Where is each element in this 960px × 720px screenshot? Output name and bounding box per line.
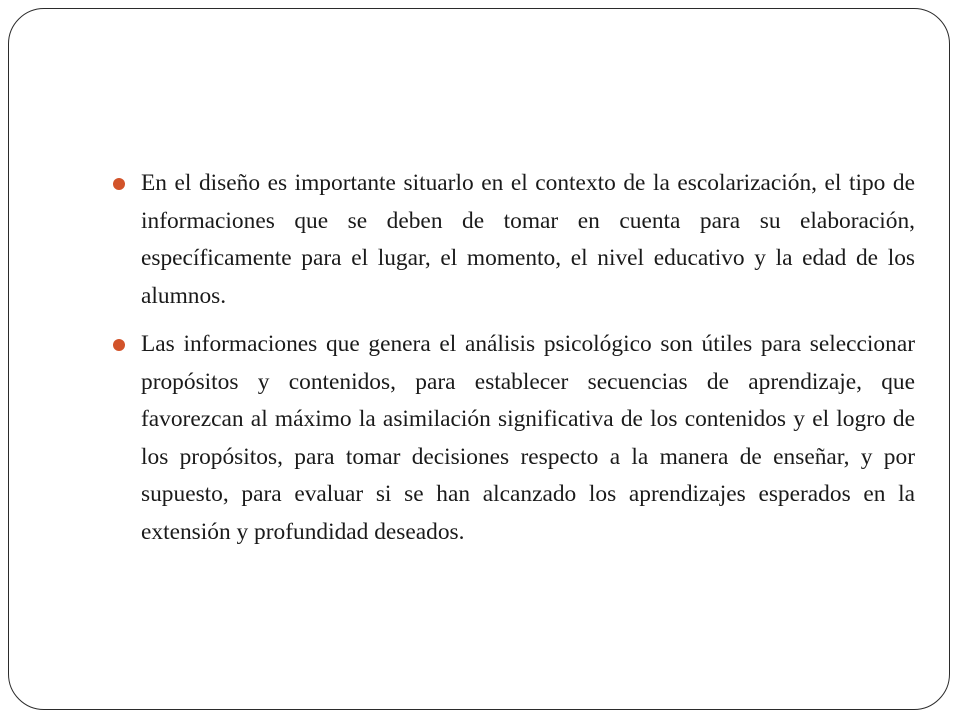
bullet-list — [113, 165, 915, 562]
bullet-item-1 — [113, 165, 915, 315]
bullet-dot-icon — [113, 339, 125, 351]
slide-frame — [8, 8, 950, 710]
bullet-text-2: Las informaciones que genera el análisis psicológico son útiles para seleccionar propósitos y contenidos, para establecer secuencias de aprendizaje, que favorezcan al máximo la asimilación significativa de los contenidos y el logro de los propósitos, para tomar decisiones respecto a la manera de enseñar, y por supuesto, para evaluar si se han alcanzado los aprendizajes esperados en la extensión y profundidad deseados. — [141, 331, 915, 545]
bullet-item-2 — [113, 326, 915, 551]
bullet-dot-icon — [113, 178, 125, 190]
bullet-text-1: En el diseño es importante situarlo en el contexto de la escolarización, el tipo de informaciones que se deben de tomar en cuenta para su elaboración, específicamente para el lugar, el momento, el nivel educativo y la edad de los alumnos. — [141, 170, 915, 309]
